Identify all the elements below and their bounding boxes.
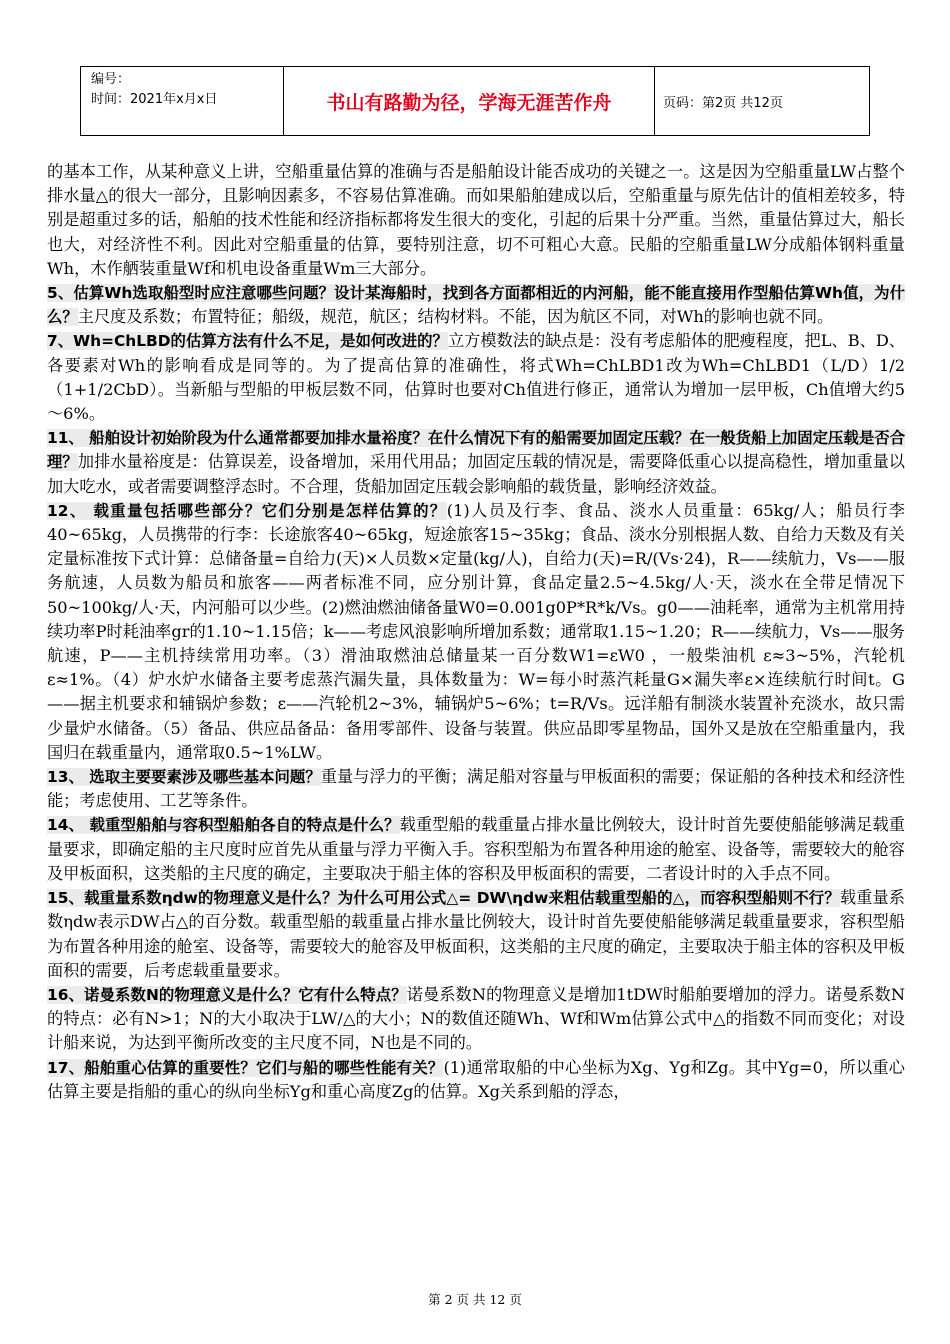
question-text: 15、载重量系数ηdw的物理意义是什么？为什么可用公式△= DW\ηdw来粗估载重型船的△，而容积型船则不行？: [47, 889, 840, 908]
answer-text: 载重型船的载重量占排水量比例较大，设计时首先要使船能够满足载重量要求，即确定船的主尺度时应首先从重量与浮力平衡入手。容积型船为布置各种用途的舱室、设备等，需要较大的舱容及甲板面积，这类船的主尺度的确定，主要取决于船主体的容积及甲板面积的需要，二者设计时的入手点不同。: [47, 815, 905, 883]
header-meta: [81, 67, 284, 135]
id-label: 编号：: [91, 72, 131, 87]
answer-text: 的基本工作，从某种意义上讲，空船重量估算的准确与否是船舶设计能否成功的关键之一。这是因为空船重量LW占整个排水量△的很大一部分，且影响因素多，不容易估算准确。而如果船舶建成以后，空船重量与原先估计的值相差较多，特别是超重过多的话，船舶的技术性能和经济指标都将发生很大的变化，引起的后果十分严重。当然，重量估算过大，船长也大，对经济性不利。因此对空船重量的估算，要特别注意，切不可粗心大意。民船的空船重量LW分成船体钢料重量Wh，木作舾装重量Wf和机电设备重量Wm三大部分。: [47, 162, 905, 278]
qa-paragraph: [47, 1056, 905, 1104]
qa-paragraph: [47, 813, 905, 886]
qa-paragraph: [47, 329, 905, 426]
question-text: 12、 载重量包括哪些部分？它们分别是怎样估算的？: [47, 501, 447, 520]
answer-text: 立方模数法的缺点是：没有考虑船体的肥瘦程度，把L、B、D、各要素对Wh的影响看成是同等的。为了提高估算的准确性，将式Wh=ChLBD1改为Wh=ChLBD1（L/D）1/2（1+1/2CbD）。当新船与型船的甲板层数不同，估算时也要对Ch值进行修正，通常认为增加一层甲板，Ch值增大约5～6%。: [47, 331, 906, 424]
document-body: [47, 160, 905, 1104]
question-text: 7、Wh=ChLBD的估算方法有什么不足，是如何改进的？: [47, 332, 448, 351]
qa-paragraph: [47, 983, 905, 1056]
qa-paragraph: [47, 499, 905, 765]
answer-text: 载重量系数ηdw表示DW占△的百分数。载重型船的载重量占排水量比例较大，设计时首先要使船能够满足载重量要求，容积型船为布置各种用途的舱室、设备等，需要较大的舱容及甲板面积，这类船的主尺度的确定，主要取决于船主体的容积及甲板面积的需要，后考虑载重量要求。: [47, 888, 905, 980]
page-header: [80, 66, 870, 136]
qa-paragraph: [47, 160, 905, 281]
question-text: 17、船舶重心估算的重要性？它们与船的哪些性能有关？: [47, 1058, 444, 1077]
answer-text: (1)通常取船的中心坐标为Xg、Yg和Zg。其中Yg=0，所以重心估算主要是指船的重心的纵向坐标Yg和重心高度Zg的估算。Xg关系到船的浮态，: [47, 1057, 905, 1101]
answer-text: 主尺度及系数；布置特征；船级，规范，航区；结构材料。不能，因为航区不同，对Wh的影响也就不同。: [77, 307, 834, 327]
qa-paragraph: [47, 765, 905, 813]
question-text: 14、 载重型船舶与容积型船舶各自的特点是什么？: [47, 816, 400, 835]
header-page-number: 页码：第2页 共12页: [663, 95, 783, 111]
answer-text: 诺曼系数N的物理意义是增加1tDW时船舶要增加的浮力。诺曼系数N的特点：必有N>1；N的大小取决于LW/△的大小；N的数值还随Wh、Wf和Wm估算公式中△的指数不同而变化；对设计船来说，为达到平衡所改变的主尺度不同，N也是不同的。: [47, 984, 905, 1053]
answer-text: 加排水量裕度是：估算误差，设备增加，采用代用品；加固定压载的情况是，需要降低重心以提高稳性，增加重量以加大吃水，或者需要调整浮态时。不合理，货船加固定压载会影响船的载货量，影响经济效益。: [47, 452, 905, 496]
header-motto: 书山有路勤为径，学海无涯苦作舟: [284, 67, 655, 135]
answer-text: 重量与浮力的平衡；满足船对容量与甲板面积的需要；保证船的各种技术和经济性能；考虑使用、工艺等条件。: [47, 767, 905, 811]
qa-paragraph: [47, 281, 905, 329]
question-text: 16、诺曼系数N的物理意义是什么？它有什么特点？: [47, 985, 407, 1004]
question-text: 13、 选取主要要素涉及哪些基本问题？: [47, 768, 321, 787]
qa-paragraph: [47, 426, 905, 499]
answer-text: (1)人员及行李、食品、淡水人员重量：65kg/人；船员行李40~65kg，人员携带的行李：长途旅客40~65kg，短途旅客15~35kg；食品、淡水分别根据人数、自给力天数及有关定量标准按下式计算：总储备量=自给力(天)×人员数×定量(kg/人)，自给力(天)=R/(Vs·24)，R——续航力，Vs——服务航速，人员数为船员和旅客——两者标准不同，应分别计算，食品定量2.5~4.5kg/人·天，淡水在全带足情况下50~100kg/人·天，内河船可以少些。(2)燃油燃油储备量W0=0.001g0P*R*k/Vs。g0——油耗率，通常为主机常用持续功率P时耗油率gr的1.10~1.15倍；k——考虑风浪影响所增加系数；通常取1.15~1.20；R——续航力，Vs——服务航速，P——主机持续常用功率。（3）滑油取燃油总储量某一百分数W1=εW0 ，一般柴油机 ε≈3~5%，汽轮机 ε≈1%。（4）炉水炉水储备主要考虑蒸汽漏失量，具体数量为：W=每小时蒸汽耗量G×漏失率ε×连续航行时间t。G——据主机要求和辅锅炉参数；ε——汽轮机2~3%，辅锅炉5~6%；t=R/Vs。远洋船有制淡水装置补充淡水，故只需少量炉水储备。（5）备品、供应品备品：备用零部件、设备与装置。供应品即零星物品，国外又是放在空船重量内，我国归在载重量内，通常取0.5~1%LW。: [47, 500, 905, 762]
qa-paragraph: [47, 886, 905, 983]
time-label: 时间：2021年x月x日: [91, 92, 218, 107]
page-footer: 第 2 页 共 12 页: [428, 1292, 522, 1307]
question-text: 11、 船舶设计初始阶段为什么通常都要加排水量裕度？在什么情况下有的船需要加固定压载？在一般货船上加固定压载是否合理？: [47, 429, 905, 472]
question-text: 5、估算Wh选取船型时应注意哪些问题？设计某海船时，找到各方面都相近的内河船，能不能直接用作型船估算Wh值，为什么？: [47, 284, 905, 327]
